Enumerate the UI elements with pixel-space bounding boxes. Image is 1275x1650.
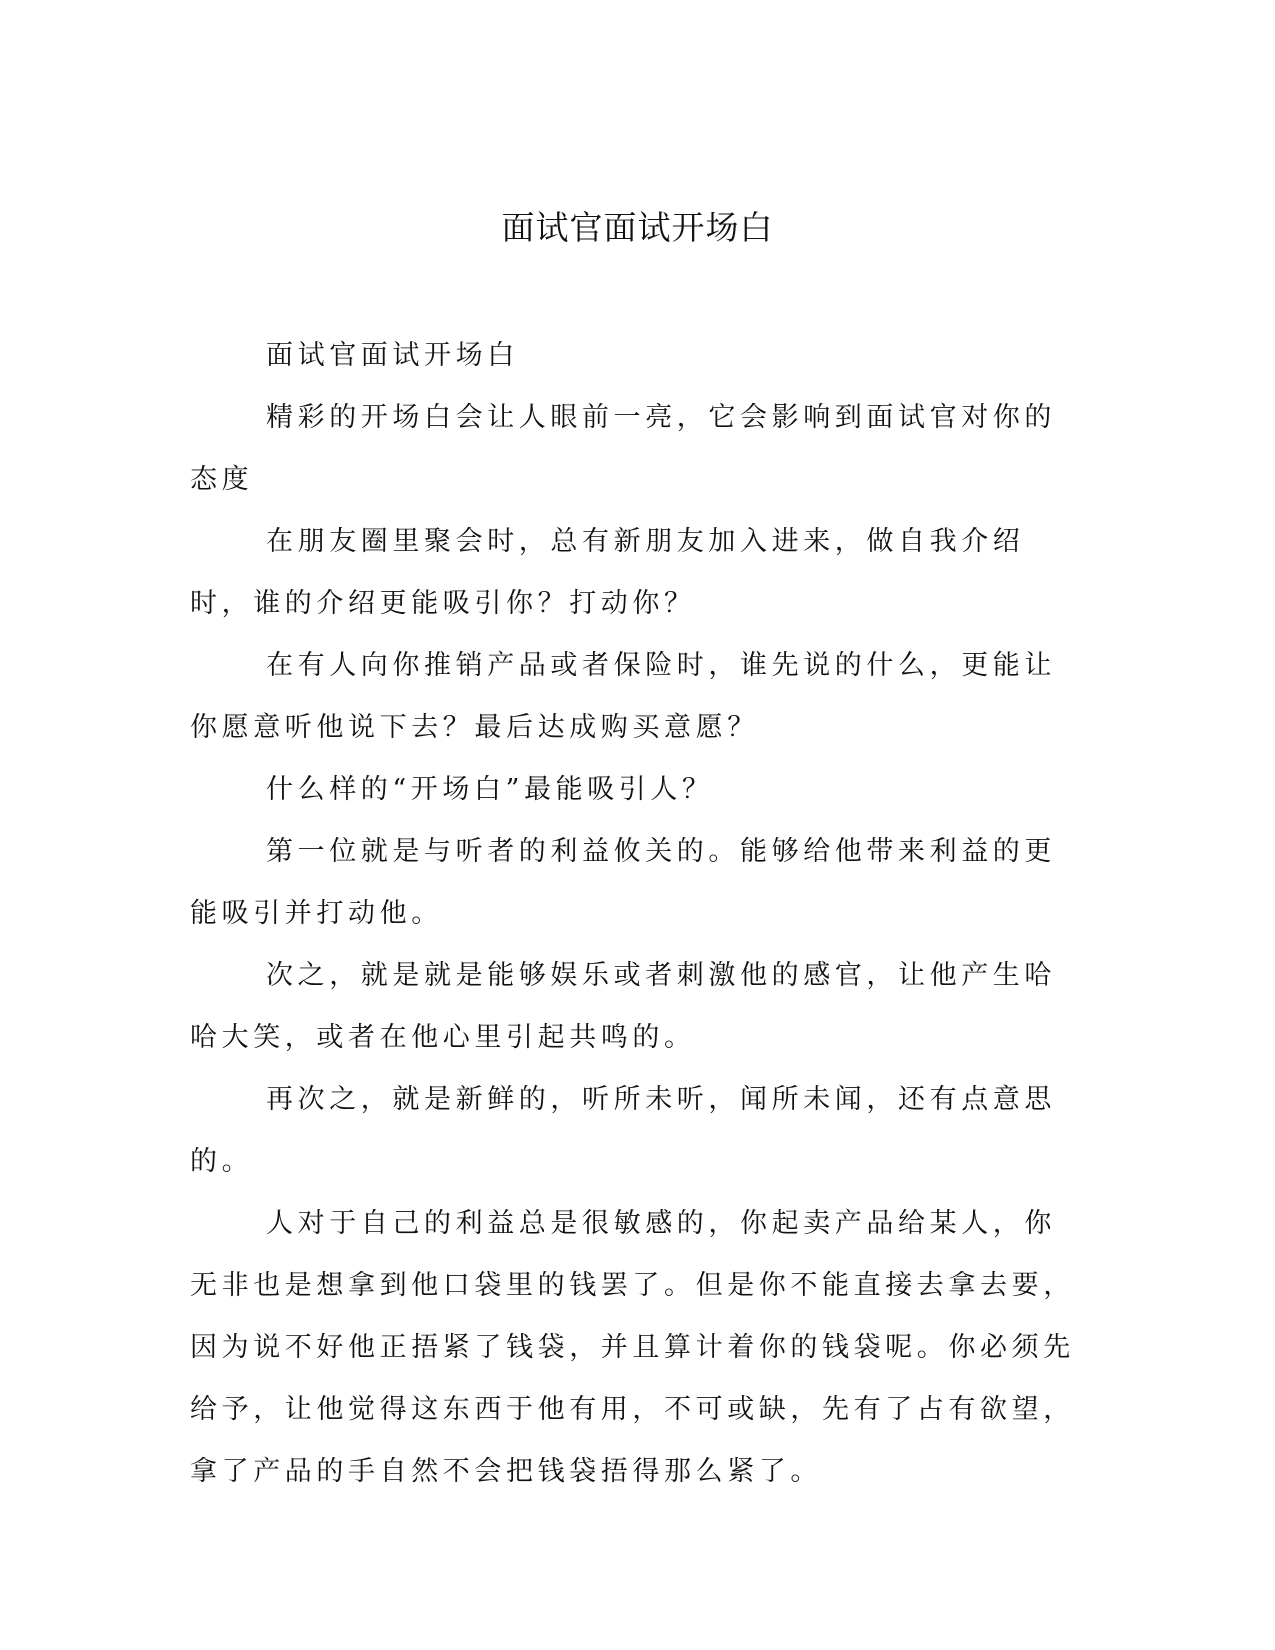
paragraph: 精彩的开场白会让人眼前一亮，它会影响到面试官对你的态度 xyxy=(190,402,1056,495)
paragraph: 再次之，就是新鲜的，听所未听，闻所未闻，还有点意思的。 xyxy=(190,1084,1056,1177)
document-title: 面试官面试开场白 xyxy=(501,208,774,247)
paragraph: 在有人向你推销产品或者保险时，谁先说的什么，更能让你愿意听他说下去？最后达成购买意愿？ xyxy=(190,650,1056,743)
paragraph: 次之，就是就是能够娱乐或者刺激他的感官，让他产生哈哈大笑，或者在他心里引起共鸣的。 xyxy=(190,960,1056,1053)
paragraph: 第一位就是与听者的利益攸关的。能够给他带来利益的更能吸引并打动他。 xyxy=(190,836,1056,929)
paragraph: 人对于自己的利益总是很敏感的，你起卖产品给某人，你无非也是想拿到他口袋里的钱罢了。但是你不能直接去拿去要，因为说不好他正捂紧了钱袋，并且算计着你的钱袋呢。你必须先给予，让他觉得这东西于他有用，不可或缺，先有了占有欲望，拿了产品的手自然不会把钱袋捂得那么紧了。 xyxy=(190,1208,1075,1487)
paragraph: 在朋友圈里聚会时，总有新朋友加入进来，做自我介绍时，谁的介绍更能吸引你？打动你？ xyxy=(190,526,1025,619)
paragraph: 什么样的“开场白”最能吸引人？ xyxy=(266,774,714,805)
document-body xyxy=(190,325,1080,1503)
paragraph: 面试官面试开场白 xyxy=(266,340,519,371)
